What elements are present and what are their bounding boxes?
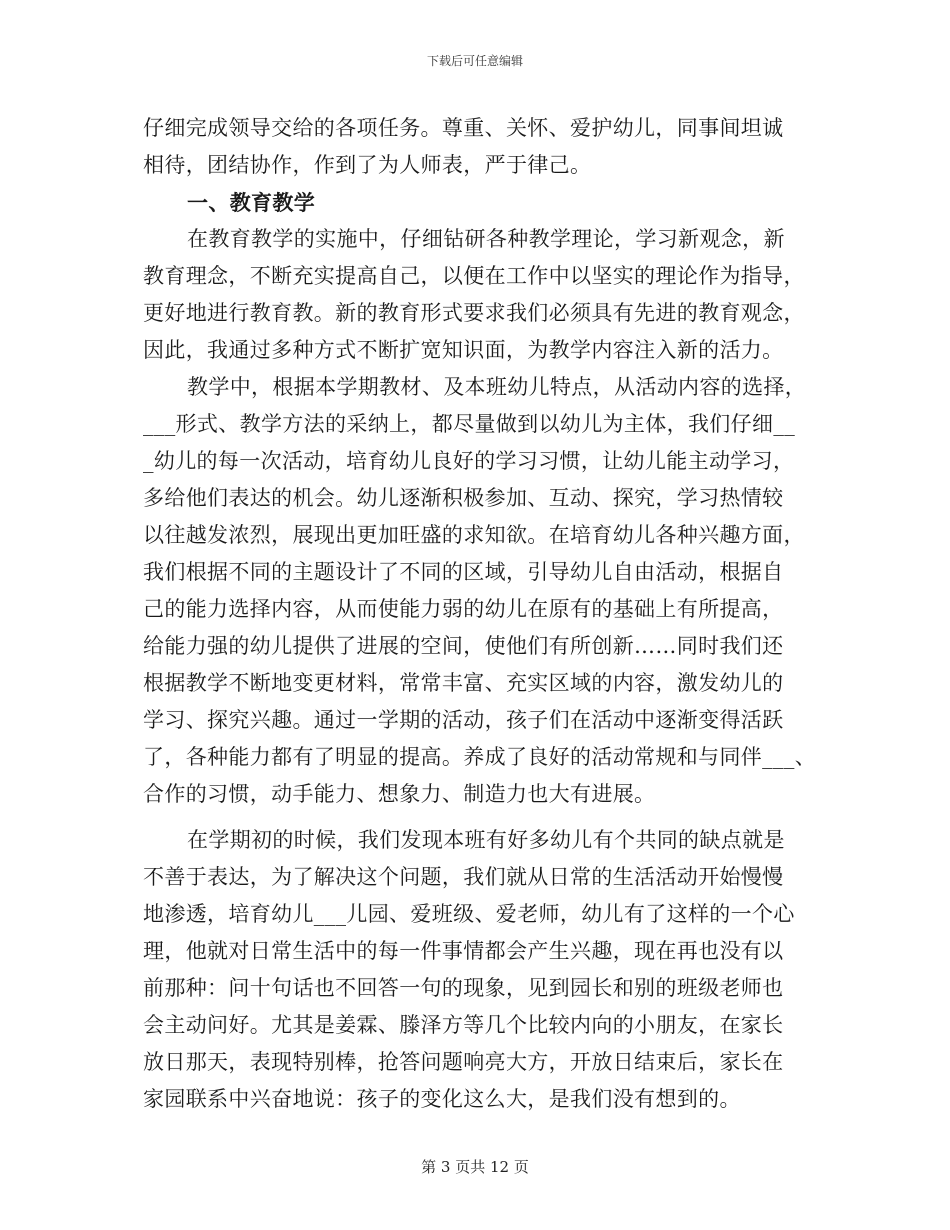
- text-line: 在学期初的时候，我们发现本班有好多幼儿有个共同的缺点就是: [187, 828, 785, 852]
- text-line: _幼儿的每一次活动，培育幼儿良好的学习习惯，让幼儿能主动学习，: [143, 449, 795, 473]
- text-line: 合作的习惯，动手能力、想象力、制造力也大有进展。: [143, 782, 656, 806]
- text-line: 仔细完成领导交给的各项任务。尊重、关怀、爱护幼儿，同事间坦诚: [143, 116, 784, 140]
- text-line: ___形式、教学方法的采纳上，都尽量做到以幼儿为主体，我们仔细__: [143, 412, 796, 436]
- text-line: 理，他就对日常生活中的每一件事情都会产生兴趣，现在再也没有以: [143, 939, 784, 963]
- text-line: 多给他们表达的机会。幼儿逐渐积极参加、互动、探究，学习热情较: [143, 486, 784, 510]
- text-line: 给能力强的幼儿提供了进展的空间，使他们有所创新……同时我们还: [143, 634, 784, 658]
- text-line: 更好地进行教育教。新的教育形式要求我们必须具有先进的教育观念，: [143, 301, 805, 325]
- text-line: 不善于表达，为了解决这个问题，我们就从日常的生活活动开始慢慢: [143, 865, 784, 889]
- text-line: 我们根据不同的主题设计了不同的区域，引导幼儿自由活动，根据自: [143, 560, 784, 584]
- text-line: 在教育教学的实施中，仔细钻研各种教学理论，学习新观念，新: [187, 227, 785, 251]
- text-line: 己的能力选择内容，从而使能力弱的幼儿在原有的基础上有所提高，: [143, 597, 784, 621]
- text-line: 放日那天，表现特别棒，抢答问题响亮大方，开放日结束后，家长在: [143, 1050, 784, 1074]
- section-heading: 一、教育教学: [187, 190, 316, 215]
- paragraph-2: [143, 221, 815, 369]
- text-line: 学习、探究兴趣。通过一学期的活动，孩子们在活动中逐渐变得活跃: [143, 708, 784, 732]
- page-header: 下载后可任意编辑: [426, 54, 523, 68]
- paragraph-1: [143, 110, 815, 184]
- text-line: 根据教学不断地变更材料，常常丰富、充实区域的内容，激发幼儿的: [143, 671, 784, 695]
- paragraph-4: [143, 822, 815, 1118]
- text-line: 教育理念，不断充实提高自己，以便在工作中以坚实的理论作为指导，: [143, 264, 805, 288]
- text-line: 会主动问好。尤其是姜霖、滕泽方等几个比较内向的小朋友，在家长: [143, 1013, 784, 1037]
- text-line: 因此，我通过多种方式不断扩宽知识面，为教学内容注入新的活力。: [143, 338, 784, 362]
- text-line: 家园联系中兴奋地说：孩子的变化这么大，是我们没有想到的。: [143, 1087, 741, 1111]
- text-line: 教学中，根据本学期教材、及本班幼儿特点，从活动内容的选择，: [187, 375, 807, 399]
- text-line: 以往越发浓烈，展现出更加旺盛的求知欲。在培育幼儿各种兴趣方面，: [143, 523, 805, 547]
- document-body: [143, 110, 815, 1118]
- page-number-footer: 第 3 页共 12 页: [421, 1158, 529, 1176]
- text-line: 相待，团结协作，作到了为人师表，严于律己。: [143, 153, 592, 177]
- text-line: 了，各种能力都有了明显的提高。养成了良好的活动常规和与同伴___、: [143, 745, 817, 769]
- paragraph-gap: [143, 813, 815, 822]
- text-line: 地渗透，培育幼儿___儿园、爱班级、爱老师，幼儿有了这样的一个心: [143, 902, 795, 926]
- paragraph-3: [143, 369, 815, 813]
- text-line: 前那种：问十句话也不回答一句的现象，见到园长和别的班级老师也: [143, 976, 784, 1000]
